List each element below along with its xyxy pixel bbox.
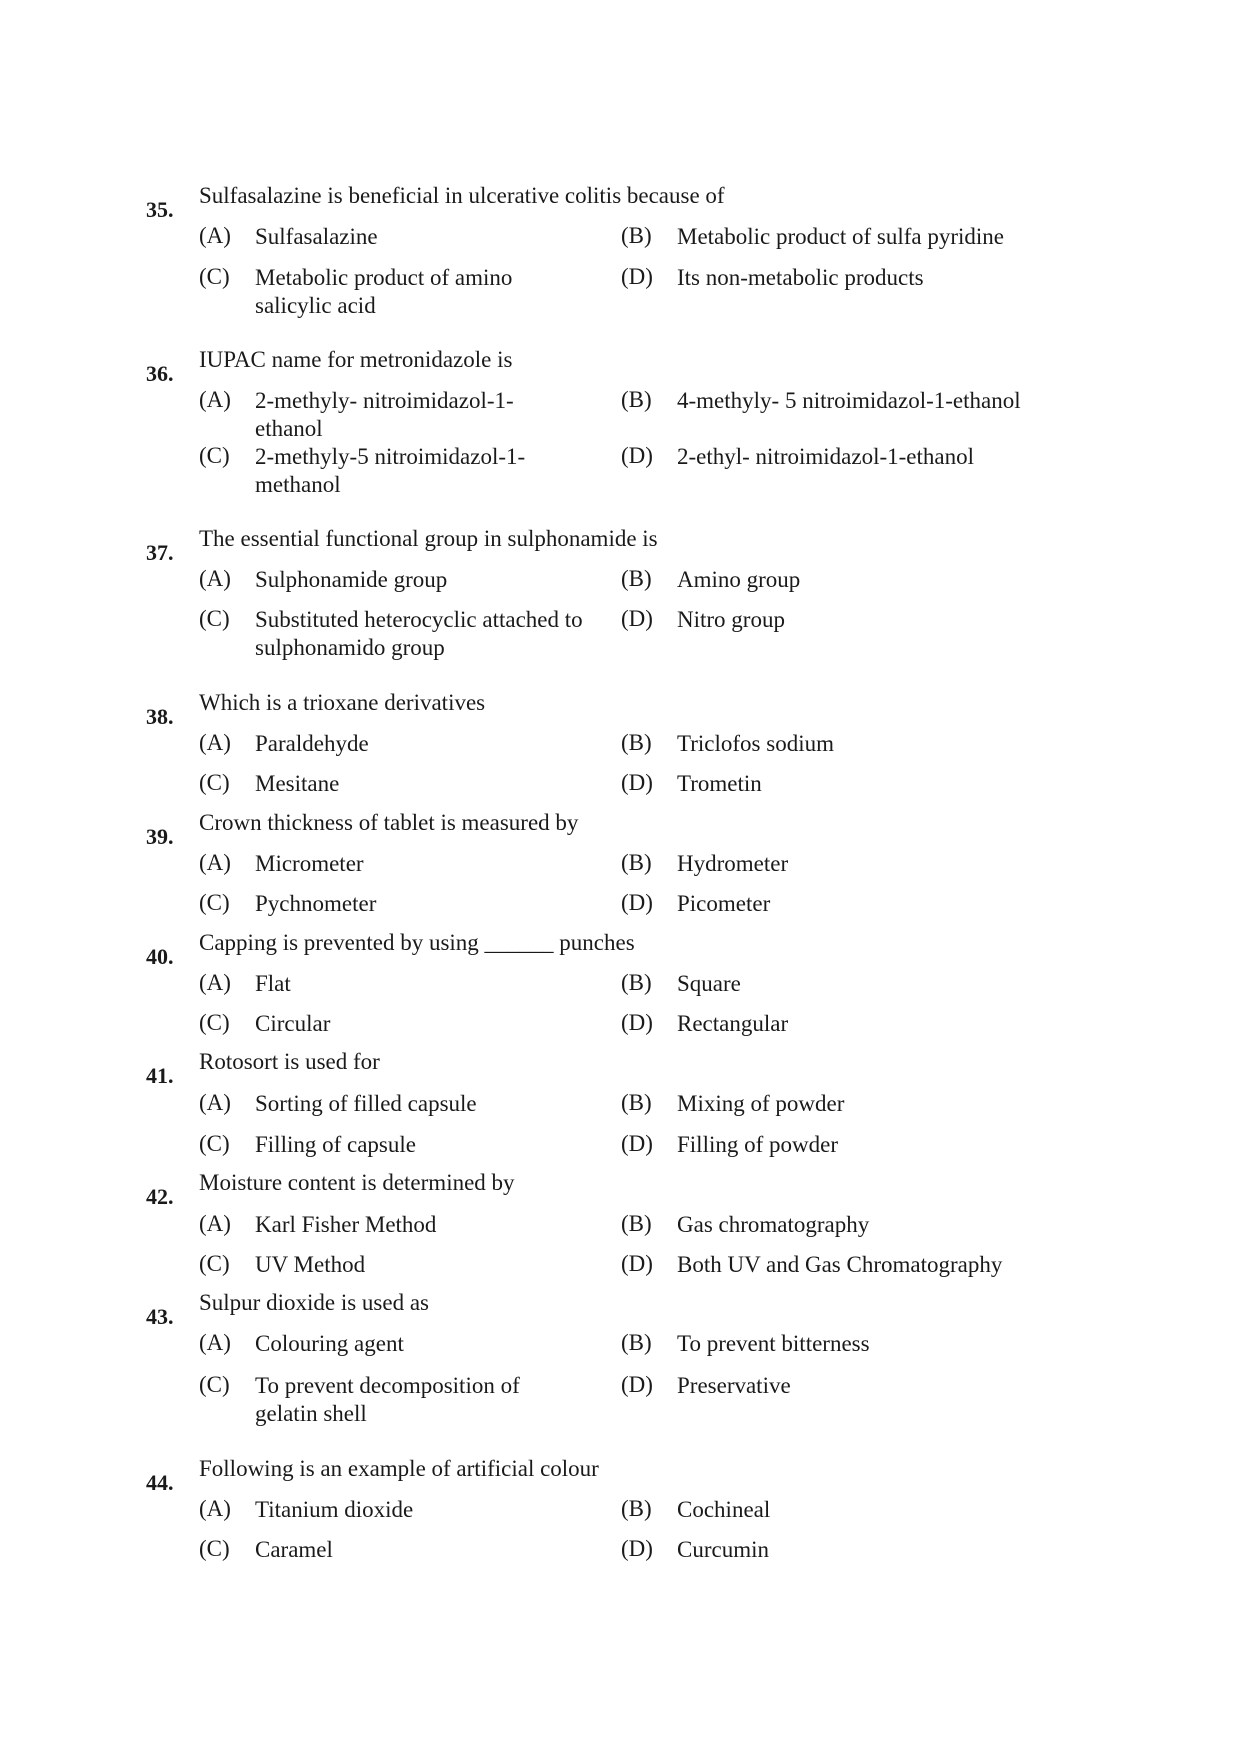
option-text: Nitro group <box>677 607 785 632</box>
option-text: Flat <box>255 971 291 996</box>
option-text: 2-methyly- nitroimidazol-1-ethanol <box>255 388 514 441</box>
question-stem: IUPAC name for metronidazole is <box>199 347 513 372</box>
option-text: Amino group <box>677 567 801 592</box>
option-label: (A) <box>199 566 231 591</box>
question-stem: Which is a trioxane derivatives <box>199 690 486 715</box>
option-label: (C) <box>199 1372 230 1397</box>
option-label: (B) <box>621 1090 652 1115</box>
option-label: (D) <box>621 890 653 915</box>
option-label: (D) <box>621 443 653 468</box>
question-stem: Rotosort is used for <box>199 1049 380 1074</box>
question-number: 37. <box>146 540 174 565</box>
option-label: (D) <box>621 606 653 631</box>
option-text: Sulphonamide group <box>255 567 448 592</box>
question-number: 35. <box>146 197 174 222</box>
option-text: 2-methyly-5 nitroimidazol-1-methanol <box>255 444 526 497</box>
option-text: Filling of powder <box>677 1132 838 1157</box>
question-stem: Following is an example of artificial colour <box>199 1456 599 1481</box>
option-label: (B) <box>621 1211 652 1236</box>
option-text: To prevent bitterness <box>677 1331 870 1356</box>
option-text: Both UV and Gas Chromatography <box>677 1252 1003 1277</box>
question-number: 39. <box>146 824 174 849</box>
option-label: (A) <box>199 1330 231 1355</box>
option-label: (C) <box>199 1010 230 1035</box>
option-text: Colouring agent <box>255 1331 404 1356</box>
option-text: Hydrometer <box>677 851 789 876</box>
option-label: (B) <box>621 387 652 412</box>
option-text: Filling of capsule <box>255 1132 416 1157</box>
option-label: (B) <box>621 1330 652 1355</box>
option-label: (D) <box>621 1251 653 1276</box>
option-text: Square <box>677 971 741 996</box>
option-label: (A) <box>199 1211 231 1236</box>
question-stem: Crown thickness of tablet is measured by <box>199 810 579 835</box>
option-label: (C) <box>199 1251 230 1276</box>
option-text: Sulfasalazine <box>255 224 378 249</box>
option-label: (C) <box>199 1131 230 1156</box>
question-number: 43. <box>146 1304 174 1329</box>
option-label: (C) <box>199 770 230 795</box>
option-text: UV Method <box>255 1252 366 1277</box>
option-text: Titanium dioxide <box>255 1497 414 1522</box>
option-text: Metabolic product of amino salicylic acid <box>255 265 513 318</box>
question-number: 36. <box>146 361 174 386</box>
option-text: Pychnometer <box>255 891 377 916</box>
option-text: Its non-metabolic products <box>677 265 924 290</box>
question-stem: Moisture content is determined by <box>199 1170 515 1195</box>
option-text: Gas chromatography <box>677 1212 870 1237</box>
option-text: Cochineal <box>677 1497 771 1522</box>
option-label: (D) <box>621 264 653 289</box>
option-label: (D) <box>621 770 653 795</box>
option-label: (B) <box>621 850 652 875</box>
option-label: (D) <box>621 1536 653 1561</box>
option-label: (B) <box>621 730 652 755</box>
option-text: Substituted heterocyclic attached to sulphonamido group <box>255 607 583 660</box>
option-text: Metabolic product of sulfa pyridine <box>677 224 1005 249</box>
option-text: Rectangular <box>677 1011 789 1036</box>
option-text: Preservative <box>677 1373 791 1398</box>
option-text: Triclofos sodium <box>677 731 834 756</box>
option-label: (A) <box>199 223 231 248</box>
option-label: (C) <box>199 1536 230 1561</box>
option-label: (A) <box>199 730 231 755</box>
option-text: Picometer <box>677 891 771 916</box>
option-label: (D) <box>621 1372 653 1397</box>
option-text: 2-ethyl- nitroimidazol-1-ethanol <box>677 444 974 469</box>
option-text: Caramel <box>255 1537 333 1562</box>
question-stem: Capping is prevented by using ______ punches <box>199 930 635 955</box>
option-text: Karl Fisher Method <box>255 1212 437 1237</box>
question-stem: Sulpur dioxide is used as <box>199 1290 429 1315</box>
option-text: Circular <box>255 1011 331 1036</box>
option-label: (B) <box>621 970 652 995</box>
option-text: To prevent decomposition of gelatin shell <box>255 1373 520 1426</box>
question-number: 38. <box>146 704 174 729</box>
option-text: Curcumin <box>677 1537 769 1562</box>
option-label: (C) <box>199 264 230 289</box>
option-text: Sorting of filled capsule <box>255 1091 477 1116</box>
option-text: Mesitane <box>255 771 340 796</box>
option-label: (A) <box>199 970 231 995</box>
option-label: (C) <box>199 890 230 915</box>
option-label: (D) <box>621 1010 653 1035</box>
option-text: Paraldehyde <box>255 731 369 756</box>
option-label: (A) <box>199 1496 231 1521</box>
question-number: 40. <box>146 944 174 969</box>
option-label: (D) <box>621 1131 653 1156</box>
option-label: (C) <box>199 443 230 468</box>
option-label: (B) <box>621 566 652 591</box>
option-label: (A) <box>199 850 231 875</box>
option-label: (C) <box>199 606 230 631</box>
question-number: 42. <box>146 1184 174 1209</box>
option-text: 4-methyly- 5 nitroimidazol-1-ethanol <box>677 388 1021 413</box>
option-text: Trometin <box>677 771 762 796</box>
option-label: (B) <box>621 223 652 248</box>
question-number: 44. <box>146 1470 174 1495</box>
question-stem: Sulfasalazine is beneficial in ulcerative colitis because of <box>199 183 725 208</box>
option-label: (B) <box>621 1496 652 1521</box>
option-text: Mixing of powder <box>677 1091 845 1116</box>
option-text: Micrometer <box>255 851 364 876</box>
option-label: (A) <box>199 387 231 412</box>
question-stem: The essential functional group in sulphonamide is <box>199 526 658 551</box>
option-label: (A) <box>199 1090 231 1115</box>
question-number: 41. <box>146 1063 174 1088</box>
